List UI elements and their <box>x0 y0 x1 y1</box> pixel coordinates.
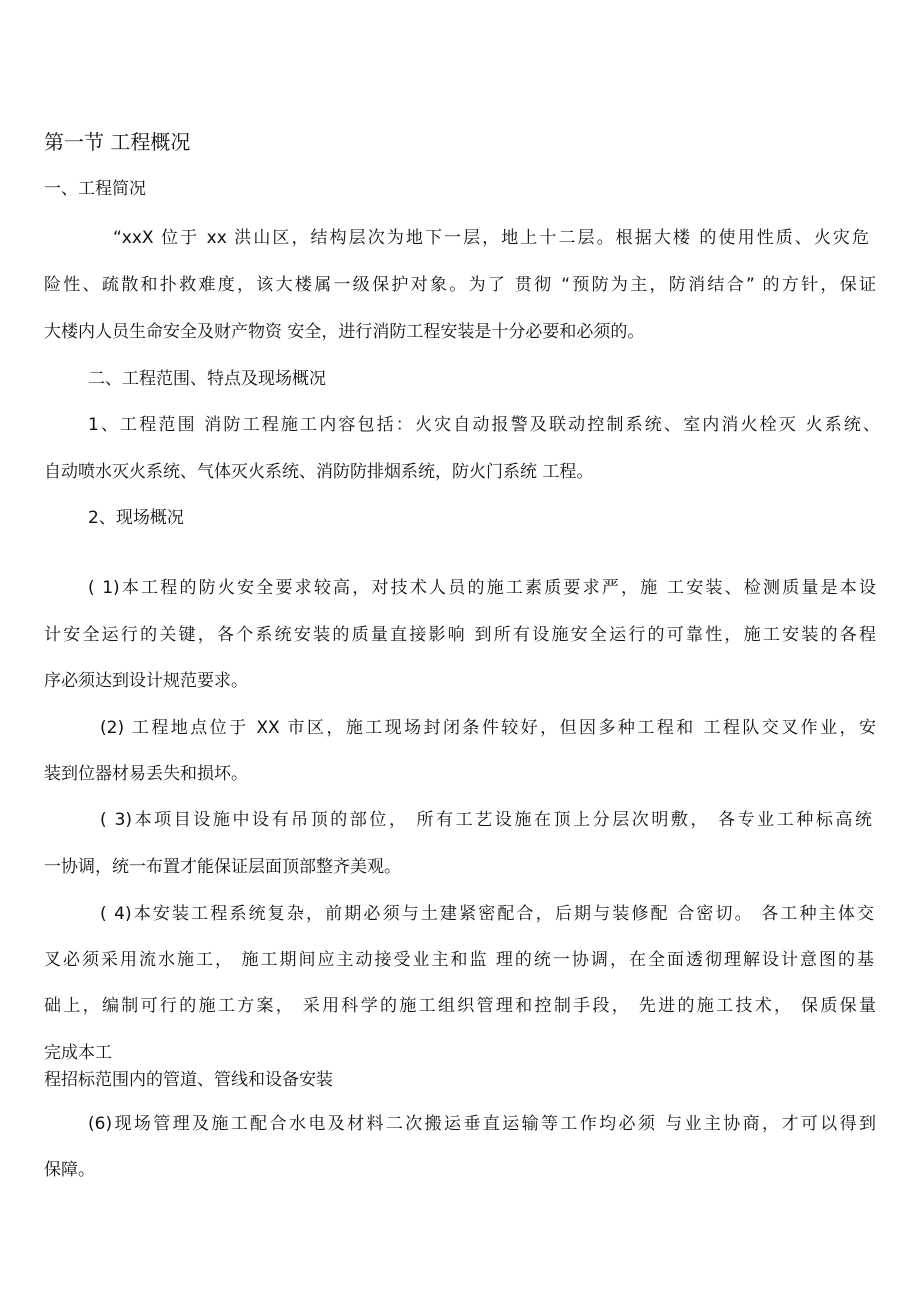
site-point-4-line-4: 完成本工 <box>44 1043 112 1063</box>
site-point-3-line-1: ( 3)本项目设施中设有吊顶的部位， 所有工艺设施在顶上分层次明敷， 各专业工种标高统 <box>100 810 872 830</box>
site-point-2-line-1: (2) 工程地点位于 XX 市区，施工现场封闭条件较好，但因多种工程和 工程队交叉作业，安 <box>100 718 876 738</box>
site-point-1-line-2: 计安全运行的关键，各个系统安装的质量直接影响 到所有设施安全运行的可靠性，施工安装的各程 <box>44 625 876 645</box>
subsection-title-overview: 一、工程简况 <box>44 179 146 199</box>
site-point-1-line-1: ( 1)本工程的防火安全要求较高，对技术人员的施工素质要求严，施 工安装、检测质量是本设 <box>88 578 876 598</box>
overview-paragraph-line-3: 大楼内人员生命安全及财产物资 安全，进行消防工程安装是十分必要和必须的。 <box>44 322 645 342</box>
site-overview-title: 2、现场概况 <box>88 508 184 528</box>
site-point-3-line-2: 一协调，统一布置才能保证层面顶部整齐美观。 <box>44 857 401 877</box>
site-point-6-line-1: (6)现场管理及施工配合水电及材料二次搬运垂直运输等工作均必须 与业主协商，才可以得到 <box>88 1114 876 1134</box>
overview-paragraph-line-2: 险性、疏散和扑救难度，该大楼属一级保护对象。为了 贯彻 “预防为主，防消结合” 的方针，保证 <box>44 275 876 295</box>
section-title: 第一节 工程概况 <box>44 130 191 154</box>
site-point-1-line-3: 序必须达到设计规范要求。 <box>44 671 248 691</box>
subsection-title-scope: 二、工程范围、特点及现场概况 <box>88 369 326 389</box>
overview-paragraph-line-1: “xxX 位于 xx 洪山区，结构层次为地下一层，地上十二层。根据大楼 的使用性质、火灾危 <box>113 228 869 248</box>
scope-item-line-1: 1、工程范围 消防工程施工内容包括：火灾自动报警及联动控制系统、室内消火栓灭 火系统、 <box>88 415 880 435</box>
site-point-4-line-2: 叉必须采用流水施工， 施工期间应主动接受业主和监 理的统一协调，在全面透彻理解设计意图的基 <box>44 950 874 970</box>
scope-item-line-2: 自动喷水灭火系统、气体灭火系统、消防防排烟系统，防火门系统 工程。 <box>44 462 594 482</box>
site-point-4-line-5: 程招标范围内的管道、管线和设备安装 <box>44 1070 333 1090</box>
site-point-4-line-1: ( 4)本安装工程系统复杂，前期必须与土建紧密配合，后期与装修配 合密切。 各工种主体交 <box>100 904 874 924</box>
site-point-6-line-2: 保障。 <box>44 1160 95 1180</box>
site-point-2-line-2: 装到位器材易丢失和损坏。 <box>44 764 248 784</box>
site-point-4-line-3: 础上，编制可行的施工方案， 采用科学的施工组织管理和控制手段， 先进的施工技术， 保质保量 <box>44 996 876 1016</box>
